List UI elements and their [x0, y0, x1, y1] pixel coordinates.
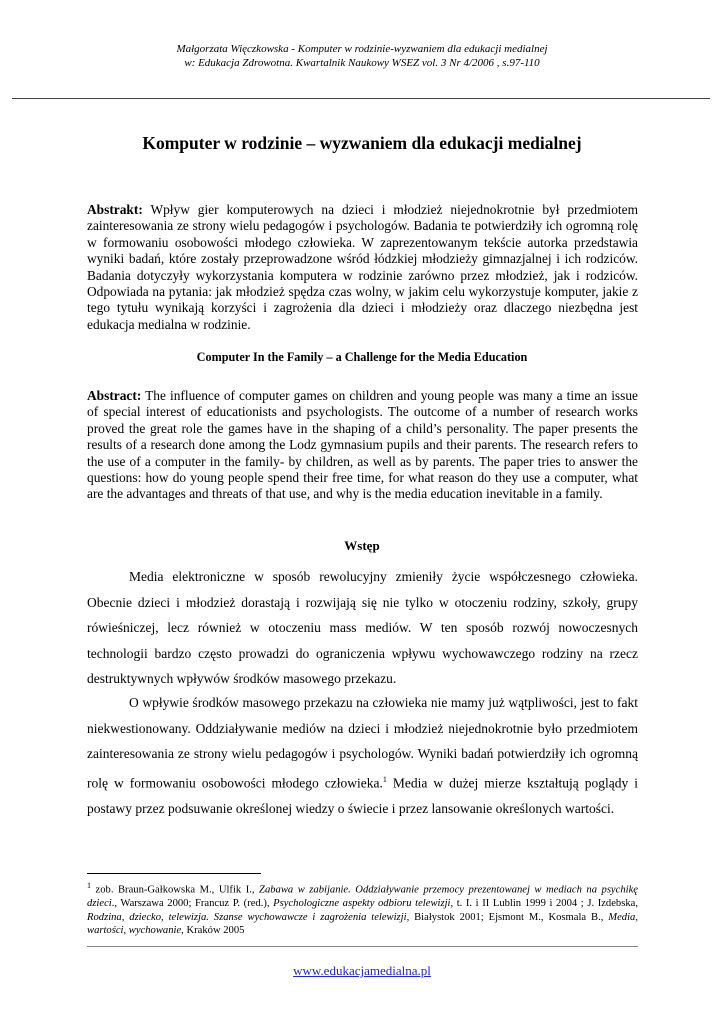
footnote-text: t. I. i II Lublin 1999 i 2004 ; J. Izdebska, — [453, 898, 638, 910]
abstrakt-text: Wpływ gier komputerowych na dzieci i młodzież niejednokrotnie był przedmiotem zainteresowania ze strony wielu pedagogów i psychologów. Badania te potwierdziły ich ogromną rolę w formowaniu osobowości młodego człowieka. W zaprezentowanym tekście autorka przedstawia wyniki badań, które zostały przeprowadzone wśród łódzkiej młodzieży gimnazjalnej i ich rodziców. Badania dotyczyły wykorzystania komputera w rodzinie zarówno przez młodzież, jak i rodziców. Odpowiada na pytania: jak młodzież spędza czas wolny, w jakim celu wykorzystuje komputer, jakie z tego tytułu wynikają korzyści i zagrożenia dla dzieci i młodzieży oraz dlaczego niezbędna jest edukacja medialna w rodzinie. — [87, 202, 638, 332]
section-heading: Wstęp — [344, 538, 380, 553]
footer-website-link[interactable]: www.edukacjamedialna.pl — [293, 963, 431, 978]
header-line-1: Małgorzata Więczkowska - Komputer w rodzinie-wyzwaniem dla edukacji medialnej — [176, 43, 548, 55]
footnote-citation-title: Zabawa w zabijanie. Oddziaływanie przemocy prezentowanej w mediach na psychikę dzieci — [87, 884, 638, 910]
abstract-text: The influence of computer games on children and young people was many a time an issue of special interest of educationists and psychologists. The outcome of a number of research works proved the great role the games have in the shaping of a child’s personality. The paper presents the results of a research done among the Lodz gymnasium pupils and their parents. The research refers to the use of a computer in the family- by children, as well as by parents. The paper tries to answer the questions: how do young people spend their free time, for what reason do they use a computer, what are the advantages and threats of that use, and why is the media education inevitable in a family. — [87, 388, 638, 502]
header-line-2: w: Edukacja Zdrowotna. Kwartalnik Naukowy WSEZ vol. 3 Nr 4/2006 , s.97-110 — [184, 57, 540, 69]
footnote-citation-title: Rodzina, dziecko, telewizja. Szanse wychowawcze i zagrożenia telewizji, — [87, 911, 410, 923]
footnote-text: Białystok 2001; Ejsmont M., Kosmala B., — [409, 911, 609, 923]
abstract-paragraph — [87, 388, 638, 503]
abstrakt-label: Abstrakt: — [87, 202, 143, 217]
footnote-text: , Kraków 2005 — [181, 925, 245, 937]
footnote-citation-title: Media, wartości, wychowanie — [87, 911, 638, 937]
abstrakt-paragraph — [87, 202, 638, 333]
footnote-divider — [87, 873, 261, 874]
running-header — [0, 42, 724, 70]
header-divider — [12, 98, 710, 99]
body-paragraph-1-text: Media elektroniczne w sposób rewolucyjny zmieniły życie współczesnego człowieka. Obecnie dzieci i młodzież dorastają i rozwijają się nie tylko w otoczeniu rodziny, szkoły, grupy rówieśniczej, lecz również w otoczeniu mass mediów. W ten sposób rozwój nowoczesnych technologii bardzo często prowadzi do ograniczenia wpływu wychowawczego rodziny na rzecz destruktywnych wpływów środków masowego przekazu. — [87, 569, 638, 686]
footnote-text: zob. Braun-Gałkowska M., Ulfik I., — [91, 884, 260, 896]
footnote-reference[interactable]: 1 — [382, 774, 387, 784]
page-title: Komputer w rodzinie – wyzwaniem dla edukacji medialnej — [142, 133, 582, 153]
body-paragraph-2-text-a: O wpływie środków masowego przekazu na człowieka nie mamy już wątpliwości, jest to fakt niekwestionowany. Oddziaływanie mediów na dzieci i młodzież niejednokrotnie było przedmiotem zainteresowania ze strony wielu pedagogów i psychologów. Wyniki badań potwierdziły ich ogromną rolę w formowaniu osobowości młodego człowieka. — [87, 695, 638, 790]
footnote-text: ., Warszawa 2000; Francuz P. (red.), — [111, 898, 274, 910]
body-paragraph-2-text-b: Media w dużej mierze kształtują poglądy i postawy przez podsuwanie określonej wiedzy o świecie i przez lansowanie określonych wartości. — [87, 775, 639, 816]
body-paragraph-2 — [87, 690, 638, 821]
abstract-label: Abstract: — [87, 388, 142, 403]
body-paragraph-1 — [87, 564, 638, 692]
footnote — [87, 879, 638, 938]
footnote-citation-title: Psychologiczne aspekty odbioru telewizji, — [273, 898, 454, 910]
english-title: Computer In the Family – a Challenge for the Media Education — [196, 350, 528, 364]
footer-divider — [87, 946, 638, 947]
footnote-number: 1 — [87, 881, 91, 890]
